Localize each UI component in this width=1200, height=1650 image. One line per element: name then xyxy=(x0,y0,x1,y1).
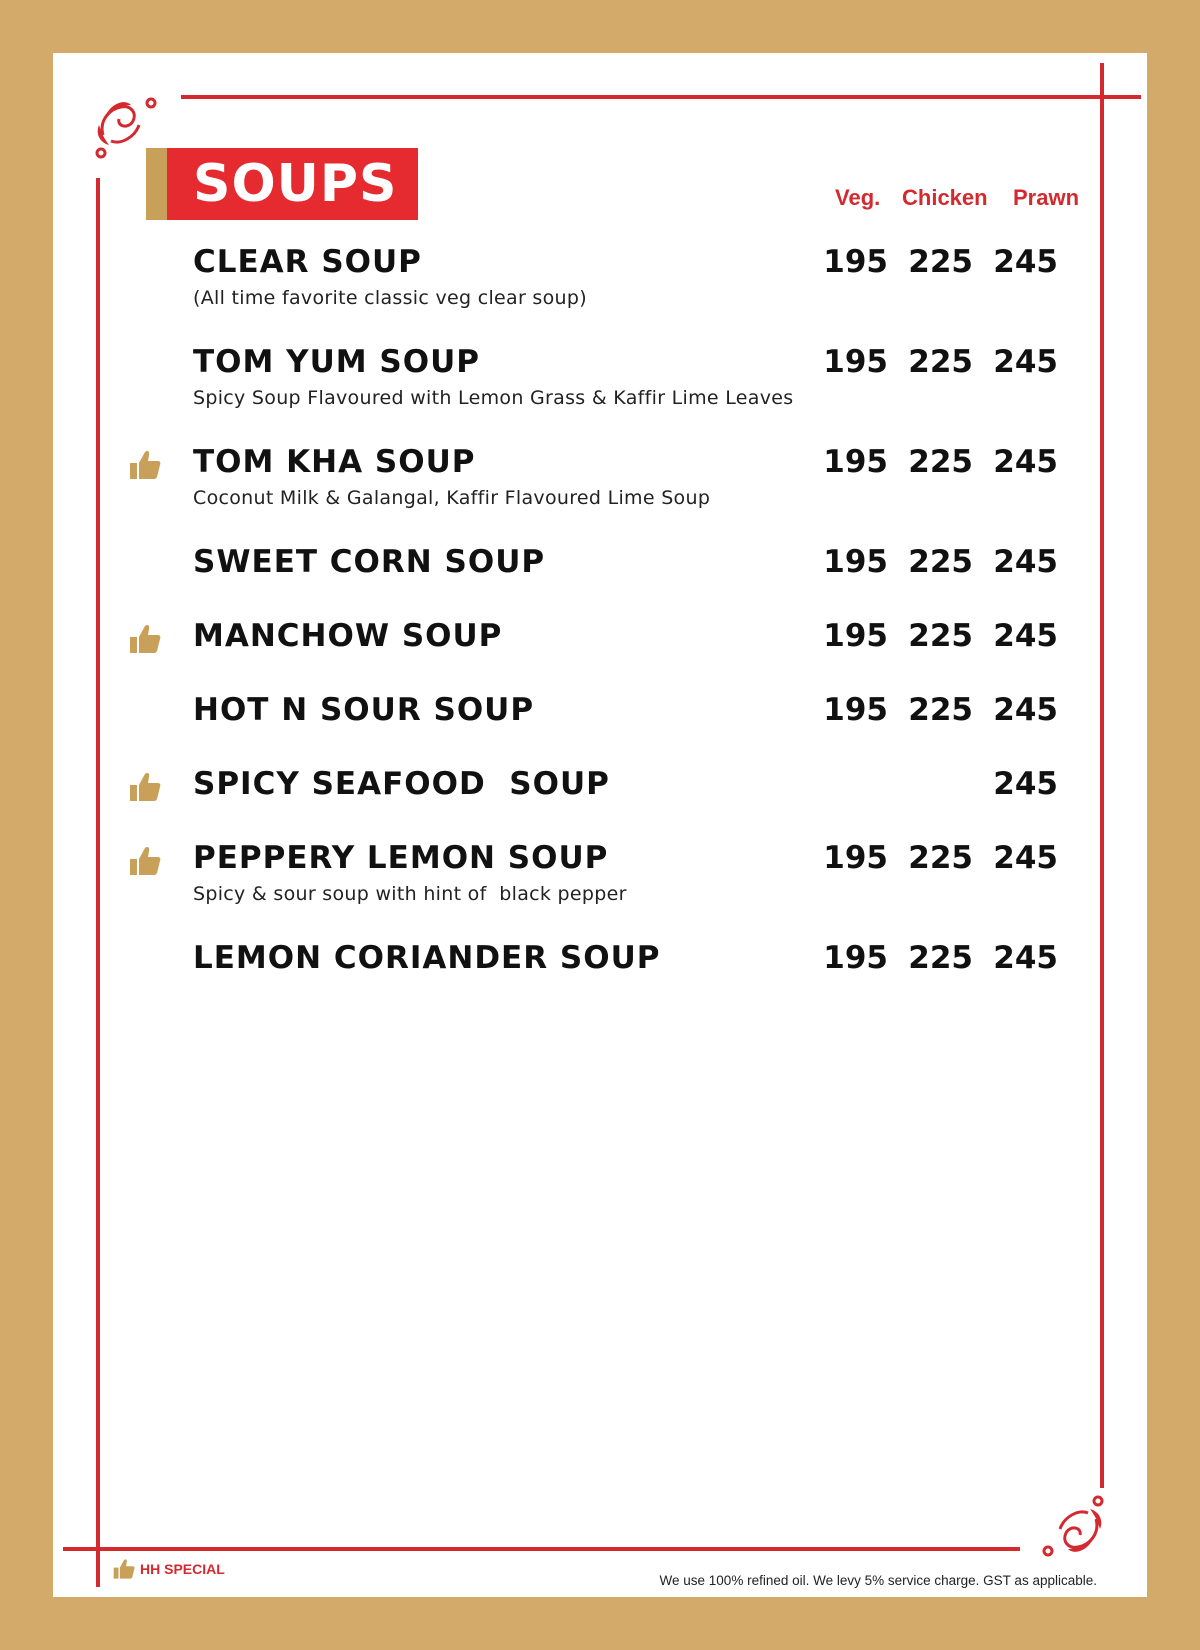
price-chicken: 225 xyxy=(908,692,973,728)
item-description: Coconut Milk & Galangal, Kaffir Flavoured Lime Soup xyxy=(193,487,711,509)
price-chicken: 225 xyxy=(908,544,973,580)
price-chicken: 225 xyxy=(908,840,973,876)
legend-label: HH SPECIAL xyxy=(140,1561,225,1577)
menu-item xyxy=(193,765,1093,803)
frame-top-line xyxy=(181,95,1141,99)
floral-ornament-icon xyxy=(1028,1483,1108,1563)
column-header-veg: Veg. xyxy=(835,185,881,210)
price-prawn: 245 xyxy=(993,544,1058,580)
price-prawn: 245 xyxy=(993,444,1058,480)
price-chicken: 225 xyxy=(908,444,973,480)
section-title-banner xyxy=(146,148,418,220)
frame-bottom-line xyxy=(63,1547,1020,1551)
price-veg: 195 xyxy=(823,940,888,976)
thumbs-up-icon xyxy=(129,845,161,877)
price-prawn: 245 xyxy=(993,840,1058,876)
price-veg: 195 xyxy=(823,692,888,728)
item-name: MANCHOW SOUP xyxy=(193,618,503,654)
price-chicken: 225 xyxy=(908,244,973,280)
item-name: CLEAR SOUP xyxy=(193,244,422,280)
thumbs-up-icon xyxy=(129,771,161,803)
price-prawn: 245 xyxy=(993,940,1058,976)
price-veg: 195 xyxy=(823,444,888,480)
thumbs-up-icon xyxy=(129,623,161,655)
legend xyxy=(113,1558,225,1580)
price-prawn: 245 xyxy=(993,344,1058,380)
price-prawn: 245 xyxy=(993,692,1058,728)
column-header-chicken: Chicken xyxy=(902,185,988,210)
price-chicken: 225 xyxy=(908,940,973,976)
menu-item xyxy=(193,343,1093,409)
menu-item xyxy=(193,939,1093,977)
frame-left-line xyxy=(96,178,100,1587)
item-description: (All time favorite classic veg clear soup) xyxy=(193,287,587,309)
title-gold-tab xyxy=(146,148,167,220)
price-veg: 195 xyxy=(823,544,888,580)
item-name: LEMON CORIANDER SOUP xyxy=(193,940,661,976)
price-veg: 195 xyxy=(823,618,888,654)
item-description: Spicy & sour soup with hint of black pepper xyxy=(193,883,627,905)
price-prawn: 245 xyxy=(993,244,1058,280)
price-chicken: 225 xyxy=(908,344,973,380)
item-name: SPICY SEAFOOD SOUP xyxy=(193,766,610,802)
thumbs-up-icon xyxy=(129,449,161,481)
menu-item xyxy=(193,543,1093,581)
item-description: Spicy Soup Flavoured with Lemon Grass & Kaffir Lime Leaves xyxy=(193,387,794,409)
item-name: PEPPERY LEMON SOUP xyxy=(193,840,609,876)
item-name: TOM YUM SOUP xyxy=(193,344,480,380)
footer-note: We use 100% refined oil. We levy 5% service charge. GST as applicable. xyxy=(659,1573,1097,1588)
price-veg: 195 xyxy=(823,244,888,280)
column-header-prawn: Prawn xyxy=(1013,185,1080,210)
menu-item xyxy=(193,443,1093,509)
price-veg: 195 xyxy=(823,840,888,876)
menu-page xyxy=(53,53,1147,1597)
item-name: HOT N SOUR SOUP xyxy=(193,692,535,728)
item-name: TOM KHA SOUP xyxy=(193,444,476,480)
menu-item xyxy=(193,617,1093,655)
thumbs-up-icon xyxy=(113,1558,135,1580)
price-chicken: 225 xyxy=(908,618,973,654)
menu-item xyxy=(193,243,1093,309)
price-prawn: 245 xyxy=(993,618,1058,654)
section-title: SOUPS xyxy=(167,148,418,220)
frame-right-line xyxy=(1100,63,1104,1488)
menu-item xyxy=(193,691,1093,729)
menu-item xyxy=(193,839,1093,905)
item-name: SWEET CORN SOUP xyxy=(193,544,546,580)
price-veg: 195 xyxy=(823,344,888,380)
price-prawn: 245 xyxy=(993,766,1058,802)
